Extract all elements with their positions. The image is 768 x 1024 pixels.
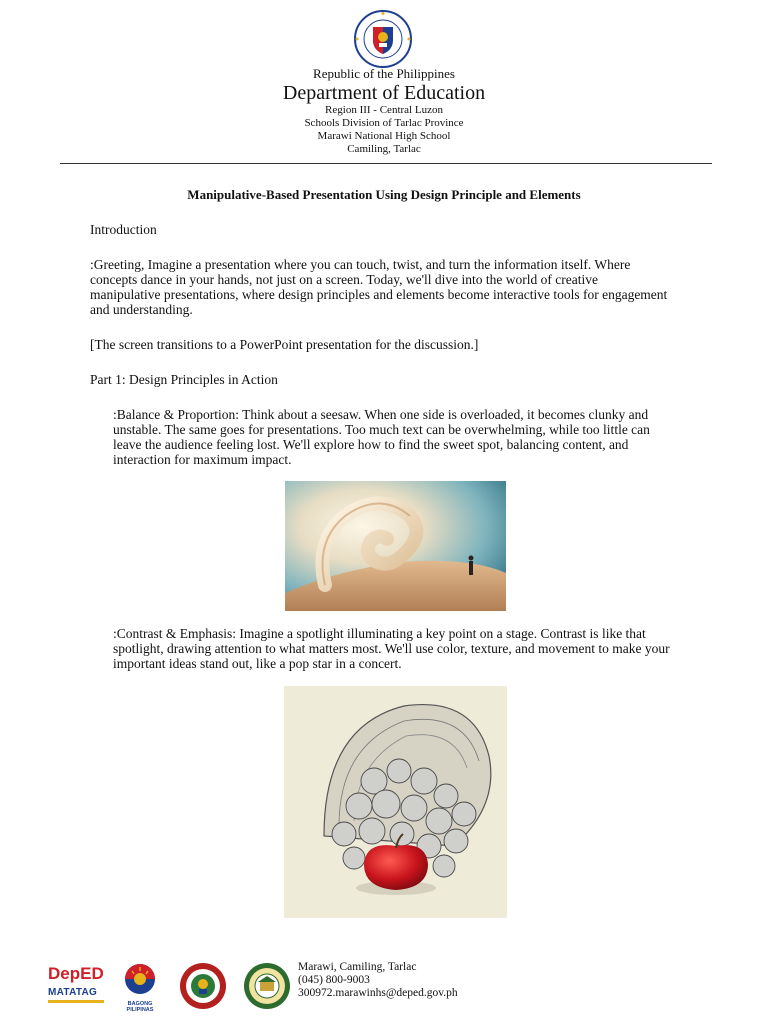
bagong-pilipinas-logo [114, 962, 166, 1013]
header-divider [60, 163, 712, 164]
footer-email: 300972.marawinhs@deped.gov.ph [298, 987, 458, 999]
department-heading: Department of Education [282, 82, 486, 104]
division-seal-logo [178, 962, 228, 1010]
footer-address: Marawi, Camiling, Tarlac [298, 961, 417, 973]
republic-heading: Republic of the Philippines [313, 66, 455, 81]
introduction-paragraph: :Greeting, Imagine a presentation where you can touch, twist, and turn the information itself. Where concepts dance in your hands, not just on a screen. Today, we'll dive into the world of creative manipulative presentations, where design principles and elements become interactive tools for engagement and understanding. [90, 257, 668, 317]
matatag-logo-text: MATATAG [48, 987, 98, 998]
location-heading: Camiling, Tarlac [347, 143, 421, 155]
footer-contact [298, 961, 458, 1000]
region-heading: Region III - Central Luzon [325, 104, 443, 116]
transition-note: [The screen transitions to a PowerPoint presentation for the discussion.] [90, 337, 479, 352]
division-heading: Schools Division of Tarlac Province [304, 117, 464, 129]
introduction-heading: Introduction [90, 222, 157, 237]
contrast-emphasis-paragraph: :Contrast & Emphasis: Imagine a spotlight illuminating a key point on a stage. Contrast is like that spotlight, drawing attention to what matters most. We'll use color, texture, and movement to make your important ideas stand out, like a pop star in a concert. [113, 626, 670, 671]
deped-matatag-logo [48, 962, 104, 1010]
contrast-illustration-image [284, 686, 507, 918]
balance-illustration-image [285, 481, 506, 611]
document-title: Manipulative-Based Presentation Using Design Principle and Elements [187, 187, 581, 202]
balance-proportion-paragraph: :Balance & Proportion: Think about a seesaw. When one side is overloaded, it becomes clunky and unstable. The same goes for presentations. Too much text can be overwhelming, while too little can leave the audience feeling lost. We'll explore how to find the sweet spot, balancing content, and interaction for maximum impact. [113, 407, 650, 467]
bagong-pilipinas-text: BAGONG PILIPINAS [126, 1001, 154, 1013]
school-heading: Marawi National High School [317, 130, 451, 142]
deped-logo-text: DepED [48, 964, 104, 983]
part1-heading: Part 1: Design Principles in Action [90, 372, 278, 387]
school-seal-logo [242, 962, 292, 1010]
footer-phone: (045) 800-9003 [298, 974, 370, 986]
deped-seal-logo [349, 10, 417, 68]
